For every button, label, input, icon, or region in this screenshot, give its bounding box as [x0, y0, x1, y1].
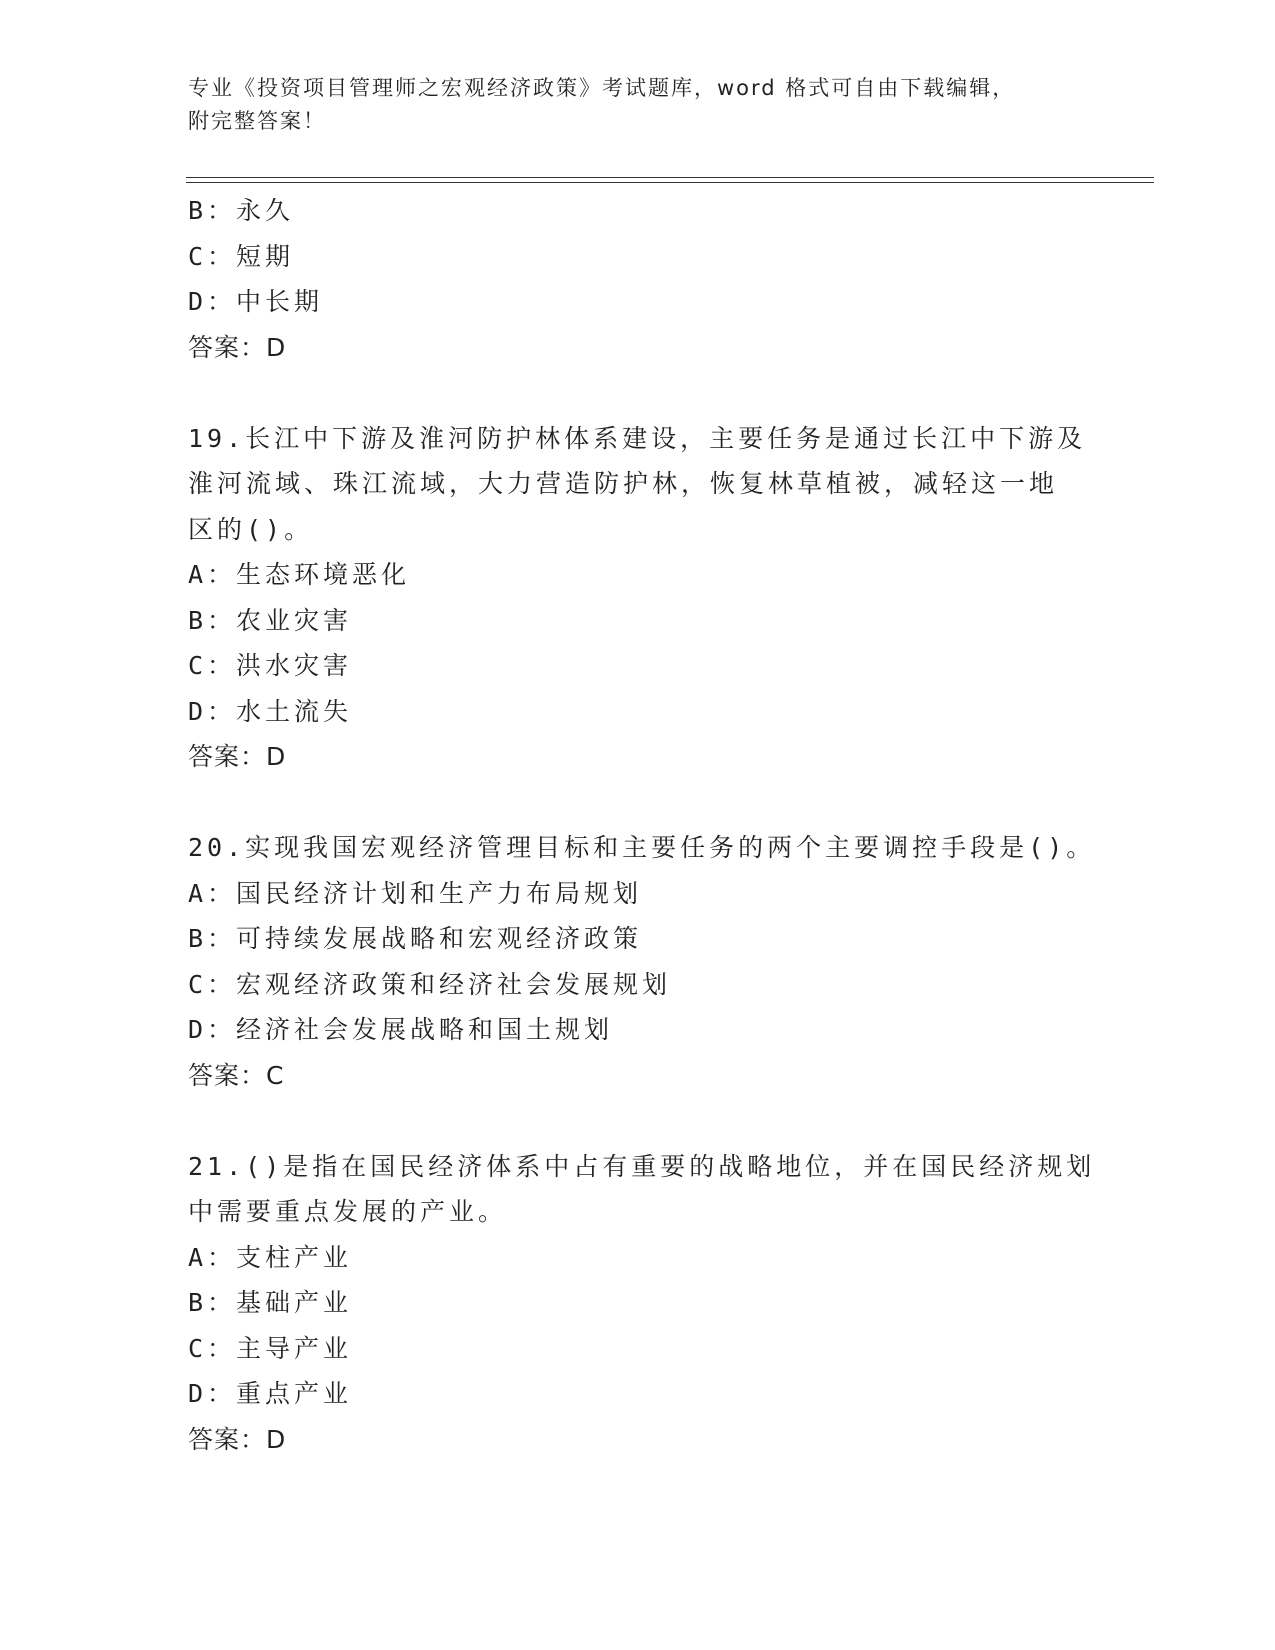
- option-a: A：国民经济计划和生产力布局规划: [188, 878, 643, 908]
- option-a: A：支柱产业: [188, 1242, 353, 1272]
- option-b: B：基础产业: [188, 1288, 353, 1317]
- header-line-2: 附完整答案！: [188, 109, 326, 133]
- question-text-line: 区的()。: [188, 514, 314, 544]
- answer-line: 答案：C: [188, 1060, 285, 1090]
- option-c: C：宏观经济政策和经济社会发展规划: [188, 969, 672, 999]
- spacer: [188, 1098, 1088, 1144]
- question-text-line: 中需要重点发展的产业。: [188, 1197, 508, 1226]
- answer-line: 答案：D: [188, 742, 287, 771]
- document-header: [188, 72, 1068, 138]
- option-c: C：主导产业: [188, 1333, 353, 1363]
- spacer: [188, 780, 1088, 826]
- question-text-line: 19.长江中下游及淮河防护林体系建设，主要任务是通过长江中下游及: [188, 423, 1087, 453]
- option-b: B：永久: [188, 196, 295, 225]
- question-list: [188, 188, 1096, 1462]
- answer-line: 答案：D: [188, 332, 287, 362]
- option-a: A：生态环境恶化: [188, 560, 411, 589]
- question-text-line: 20.实现我国宏观经济管理目标和主要任务的两个主要调控手段是()。: [188, 833, 1096, 862]
- header-line-1: 专业《投资项目管理师之宏观经济政策》考试题库，word 格式可自由下载编辑，: [188, 76, 1016, 100]
- header-divider-top: [186, 177, 1154, 178]
- question-text-line: 淮河流域、珠江流域，大力营造防护林，恢复林草植被，减轻这一地: [188, 469, 1059, 498]
- option-d: D：中长期: [188, 287, 324, 316]
- spacer: [188, 370, 1088, 416]
- header-divider-bottom: [186, 182, 1154, 183]
- option-d: D：水土流失: [188, 696, 353, 726]
- option-c: C：洪水灾害: [188, 651, 353, 680]
- prev-question-tail: [188, 188, 1088, 370]
- question-text-line: 21.()是指在国民经济体系中占有重要的战略地位，并在国民经济规划: [188, 1151, 1096, 1181]
- option-d: D：经济社会发展战略和国土规划: [188, 1015, 614, 1044]
- question-21: [188, 1144, 1096, 1463]
- question-19: [188, 416, 1088, 780]
- option-b: B：可持续发展战略和宏观经济政策: [188, 924, 643, 953]
- question-20: [188, 825, 1096, 1098]
- answer-line: 答案：D: [188, 1424, 287, 1454]
- option-c: C：短期: [188, 241, 295, 271]
- option-d: D：重点产业: [188, 1379, 353, 1408]
- option-b: B：农业灾害: [188, 605, 353, 635]
